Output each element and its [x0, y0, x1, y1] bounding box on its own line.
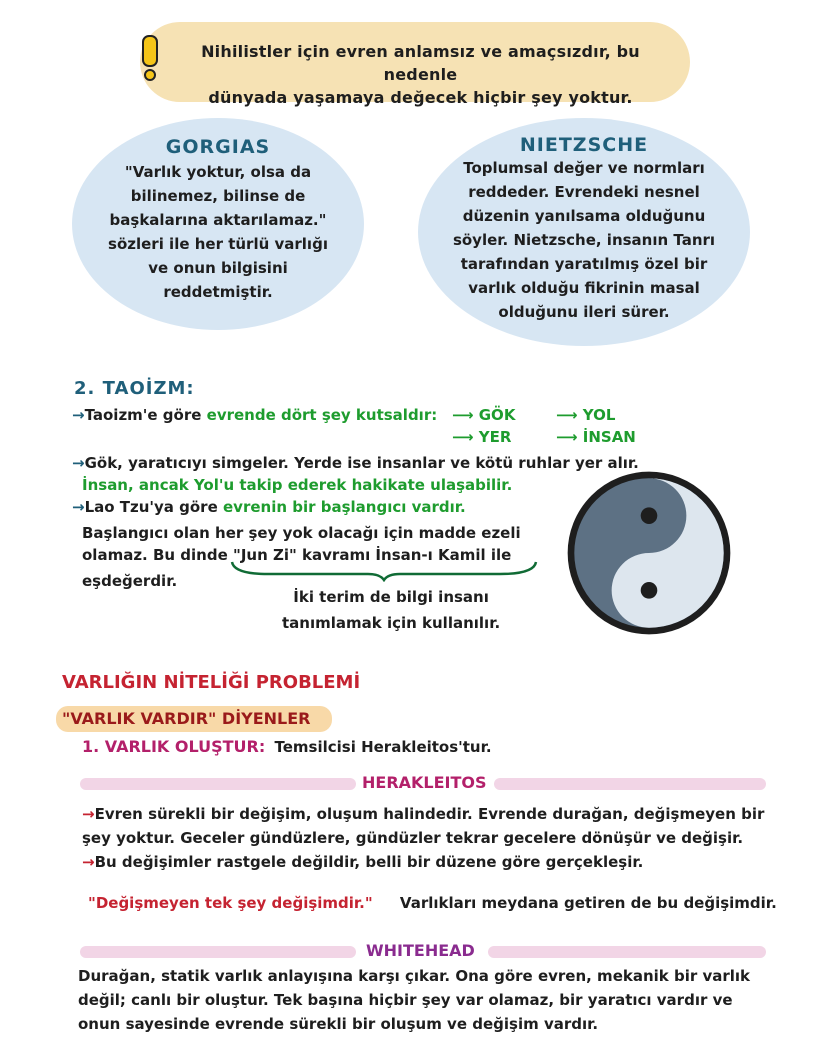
right-arrow-icon: → — [72, 406, 85, 424]
taoism-line-3: İnsan, ancak Yol'u takip ederek hakikate ulaşabilir. — [82, 476, 513, 494]
right-arrow-icon: ⟶ — [556, 406, 578, 424]
taoism-line-1: →Taoizm'e göre evrende dört şey kutsaldır: — [72, 406, 438, 424]
taoism-note: İki terim de bilgi insanı tanımlamak için kullanılır. — [282, 588, 501, 632]
nietzsche-block — [418, 134, 750, 324]
right-arrow-icon: → — [72, 498, 85, 516]
sacred-yol: YOL — [582, 406, 616, 424]
nature-heading: VARLIĞIN NİTELİĞİ PROBLEMİ — [62, 672, 361, 693]
divider-right-2 — [488, 946, 766, 958]
right-arrow-icon: ⟶ — [452, 406, 474, 424]
nietzsche-title: NIETZSCHE — [519, 134, 649, 156]
whitehead-text: Durağan, statik varlık anlayışına karşı çıkar. Ona göre evren, mekanik bir varlık değil; canlı bir oluştur. Tek başına hiçbir şey var olamaz, bir yaratıcı vardır ve onun sayesinde evrende sürekli bir oluşum ve değişim vardır. — [78, 967, 751, 1033]
exclamation-icon — [140, 34, 160, 82]
taoism-line-4: →Lao Tzu'ya göre evrenin bir başlangıcı vardır. — [72, 498, 466, 516]
whitehead-title: WHITEHEAD — [366, 941, 475, 960]
sacred-list — [452, 404, 672, 448]
gorgias-block — [72, 136, 364, 304]
taoism-line-5: Başlangıcı olan her şey yok olacağı için madde ezeli — [82, 524, 521, 542]
right-arrow-icon: ⟶ — [452, 428, 474, 446]
herakleitos-quote: "Değişmeyen tek şey değişimdir." — [88, 894, 373, 912]
divider-right — [494, 778, 766, 790]
curly-bracket — [228, 560, 540, 582]
intro-text: Nihilistler için evren anlamsız ve amaçsızdır, bu nedenle dünyada yaşamaya değecek hiçbir şey yoktur. — [201, 42, 640, 107]
sacred-insan: İNSAN — [582, 428, 636, 446]
herakleitos-line-3: →Bu değişimler rastgele değildir, belli bir düzene göre gerçekleşir. — [82, 853, 644, 871]
jun-zi-term: "Jun Zi" kavramı İnsan-ı Kamil ile — [233, 546, 512, 564]
taoism-line-2: →Gök, yaratıcıyı simgeler. Yerde ise insanlar ve kötü ruhlar yer alır. — [72, 454, 639, 472]
right-arrow-icon: → — [82, 805, 95, 823]
divider-left-2 — [80, 946, 356, 958]
right-arrow-icon: → — [72, 454, 85, 472]
taoism-heading: 2. TAOİZM: — [74, 378, 195, 399]
herakleitos-title: HERAKLEITOS — [362, 773, 487, 792]
herakleitos-quote-note: Varlıkları meydana getiren de bu değişimdir. — [399, 894, 777, 912]
right-arrow-icon: → — [82, 853, 95, 871]
taoism-line-6: olamaz. Bu dinde "Jun Zi" kavramı İnsan-ı Kamil ile — [82, 546, 512, 564]
herakleitos-quote-row — [88, 892, 777, 914]
gorgias-text: "Varlık yoktur, olsa da bilinemez, bilinse de başkalarına aktarılamaz." sözleri ile her türlü varlığı ve onun bilgisini reddetmiştir. — [108, 163, 328, 301]
herakleitos-line-1: →Evren sürekli bir değişim, oluşum halindedir. Evrende durağan, değişmeyen bir — [82, 805, 765, 823]
sacred-gok: GÖK — [478, 406, 516, 424]
nature-subheading: "VARLIK VARDIR" DİYENLER — [62, 709, 311, 728]
nature-item: 1. VARLIK OLUŞTUR: Temsilcisi Herakleitos'tur. — [82, 737, 492, 756]
right-arrow-icon: ⟶ — [556, 428, 578, 446]
nietzsche-text: Toplumsal değer ve normları reddeder. Evrendeki nesnel düzenin yanılsama olduğunu söyler. Nietzsche, insanın Tanrı tarafından yaratılmış özel bir varlık olduğu fikrinin masal olduğunu ileri sürer. — [452, 159, 716, 321]
gorgias-title: GORGIAS — [165, 136, 271, 158]
divider-left — [80, 778, 356, 790]
taoism-line-7: eşdeğerdir. — [82, 572, 178, 590]
sacred-yer: YER — [478, 428, 512, 446]
yin-yang-icon — [566, 470, 732, 636]
herakleitos-line-2: şey yoktur. Geceler gündüzlere, gündüzler tekrar gecelere dönüşür ve değişir. — [82, 829, 744, 847]
